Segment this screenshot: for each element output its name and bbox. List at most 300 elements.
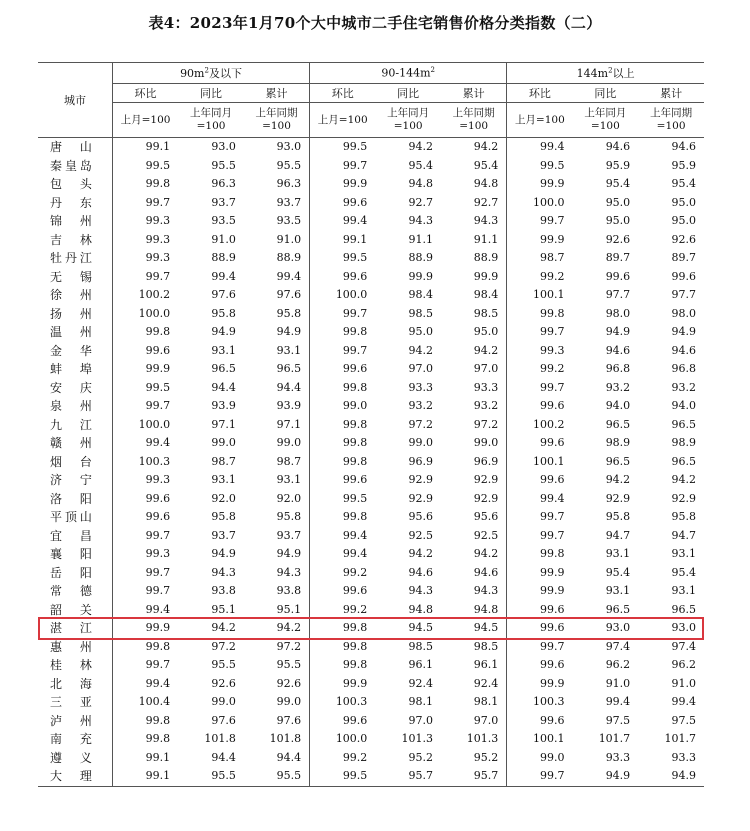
value-cell: 99.8	[507, 305, 573, 324]
value-cell: 99.7	[112, 656, 178, 675]
value-cell: 91.0	[276, 232, 302, 246]
value-cell: 95.0	[605, 214, 631, 228]
base-header-line: =100	[590, 120, 620, 132]
value-cell: 99.3	[112, 249, 178, 268]
base-header-line: =100	[196, 120, 226, 132]
value-cell: 98.7	[276, 454, 302, 468]
value-cell: 95.7	[375, 767, 441, 786]
value-cell: 100.0	[112, 305, 178, 324]
value-cell: 99.5	[112, 157, 178, 176]
city-cell: 常德	[50, 584, 92, 599]
table-row	[38, 508, 704, 527]
city-cell: 烟台	[50, 454, 92, 469]
value-cell: 95.8	[276, 306, 302, 320]
value-cell: 99.9	[310, 675, 376, 694]
table-row	[38, 194, 704, 213]
value-cell: 99.8	[112, 638, 178, 657]
value-cell: 100.1	[507, 730, 573, 749]
value-cell: 94.2	[671, 473, 696, 487]
value-cell: 94.7	[605, 528, 631, 542]
value-cell: 95.4	[671, 565, 696, 579]
table-row	[38, 471, 704, 490]
table-row	[38, 619, 704, 638]
value-cell: 98.5	[473, 306, 499, 320]
value-cell: 98.0	[605, 306, 631, 320]
city-cell: 三亚	[50, 695, 92, 710]
value-cell: 95.0	[473, 325, 499, 339]
value-cell: 98.9	[671, 436, 696, 450]
value-cell: 96.1	[473, 658, 499, 672]
base-header	[507, 103, 573, 138]
value-cell: 96.8	[671, 362, 696, 376]
city-cell: 桂林	[50, 658, 92, 673]
value-cell: 97.0	[473, 713, 499, 727]
value-cell: 99.6	[507, 619, 573, 638]
value-cell: 99.6	[310, 471, 376, 490]
base-header	[310, 103, 376, 138]
value-cell: 96.5	[605, 417, 631, 431]
value-cell: 99.7	[507, 767, 573, 786]
value-cell: 99.9	[112, 619, 178, 638]
value-cell: 101.7	[598, 732, 631, 746]
city-cell: 丹东	[50, 195, 92, 210]
value-cell: 99.4	[112, 601, 178, 620]
value-cell: 95.5	[211, 658, 236, 672]
value-cell: 94.9	[638, 767, 704, 786]
value-cell: 92.7	[473, 195, 499, 209]
value-cell: 96.3	[211, 177, 236, 191]
city-cell: 赣州	[50, 436, 92, 451]
value-cell: 99.6	[112, 342, 178, 361]
value-cell: 99.8	[310, 638, 376, 657]
value-cell: 99.7	[112, 527, 178, 546]
value-cell: 99.9	[112, 360, 178, 379]
base-header-line: =100	[393, 120, 423, 132]
value-cell: 93.7	[211, 195, 236, 209]
value-cell: 95.4	[473, 158, 499, 172]
value-cell: 96.9	[473, 454, 499, 468]
value-cell: 94.2	[408, 140, 434, 154]
value-cell: 95.4	[605, 565, 631, 579]
table-row	[38, 693, 704, 712]
value-cell: 93.1	[276, 343, 302, 357]
metric-header: 同比	[178, 84, 244, 103]
value-cell: 100.3	[112, 453, 178, 472]
value-cell: 99.5	[507, 157, 573, 176]
value-cell: 92.9	[473, 491, 499, 505]
value-cell: 94.4	[211, 750, 236, 764]
table-body	[38, 138, 704, 787]
value-cell: 92.0	[276, 491, 302, 505]
value-cell: 99.2	[310, 564, 376, 583]
table-row	[38, 212, 704, 231]
value-cell: 95.1	[276, 602, 302, 616]
page-title: 表4：2023年1月70个大中城市二手住宅销售价格分类指数（二）	[148, 14, 602, 32]
table-row	[38, 712, 704, 731]
value-cell: 93.5	[276, 214, 302, 228]
value-cell: 99.4	[112, 675, 178, 694]
city-cell: 唐山	[50, 140, 92, 155]
value-cell: 95.4	[605, 177, 631, 191]
value-cell: 100.0	[310, 286, 376, 305]
value-cell: 99.9	[507, 564, 573, 583]
value-cell: 97.1	[211, 417, 236, 431]
city-cell: 洛阳	[50, 491, 92, 506]
city-cell: 牡丹江	[50, 251, 92, 266]
value-cell: 99.1	[112, 767, 178, 786]
value-cell: 96.5	[276, 362, 302, 376]
table-row	[38, 453, 704, 472]
value-cell: 89.7	[671, 251, 696, 265]
table-row	[38, 749, 704, 768]
value-cell: 94.3	[408, 214, 434, 228]
value-cell: 94.6	[605, 343, 631, 357]
value-cell: 99.1	[112, 749, 178, 768]
value-cell: 93.1	[276, 473, 302, 487]
base-header-row	[38, 103, 704, 138]
value-cell: 92.9	[605, 491, 631, 505]
table-row	[38, 656, 704, 675]
base-header-line: 上月=100	[120, 113, 171, 126]
table-row	[38, 416, 704, 435]
value-cell: 99.7	[507, 638, 573, 657]
value-cell: 99.3	[112, 545, 178, 564]
value-cell: 99.6	[310, 360, 376, 379]
city-cell: 泉州	[50, 399, 92, 414]
value-cell: 94.9	[605, 325, 631, 339]
value-cell: 88.9	[211, 251, 236, 265]
value-cell: 99.7	[310, 342, 376, 361]
value-cell: 95.8	[276, 510, 302, 524]
city-cell: 济宁	[50, 473, 92, 488]
city-cell: 北海	[50, 676, 92, 691]
value-cell: 95.0	[671, 195, 696, 209]
value-cell: 96.5	[671, 454, 696, 468]
value-cell: 95.5	[244, 767, 310, 786]
base-header-line: 上年同月	[190, 107, 233, 119]
value-cell: 99.0	[310, 397, 376, 416]
value-cell: 101.8	[269, 732, 302, 746]
value-cell: 91.0	[211, 232, 236, 246]
value-cell: 99.7	[112, 397, 178, 416]
table-row	[38, 490, 704, 509]
value-cell: 94.2	[408, 547, 434, 561]
value-cell: 99.4	[310, 212, 376, 231]
value-cell: 94.6	[671, 343, 696, 357]
value-cell: 95.9	[605, 158, 631, 172]
value-cell: 94.9	[211, 547, 236, 561]
group-header-large: $144m^2$以上	[507, 63, 704, 84]
value-cell: 93.1	[211, 343, 236, 357]
value-cell: 99.4	[671, 695, 696, 709]
base-header	[375, 103, 441, 138]
value-cell: 99.0	[211, 695, 236, 709]
value-cell: 99.6	[507, 712, 573, 731]
value-cell: 96.8	[605, 362, 631, 376]
table-header	[38, 63, 704, 138]
value-cell: 99.2	[507, 360, 573, 379]
value-cell: 94.9	[572, 767, 638, 786]
value-cell: 95.4	[671, 177, 696, 191]
value-cell: 99.7	[310, 305, 376, 324]
value-cell: 97.2	[473, 417, 499, 431]
metric-header-row	[38, 84, 704, 103]
table-row	[38, 545, 704, 564]
value-cell: 99.8	[112, 323, 178, 342]
value-cell: 94.9	[276, 547, 302, 561]
city-cell: 安庆	[50, 380, 92, 395]
value-cell: 94.8	[473, 177, 499, 191]
table-row	[38, 730, 704, 749]
metric-header: 累计	[441, 84, 507, 103]
value-cell: 99.1	[310, 231, 376, 250]
value-cell: 93.3	[605, 750, 631, 764]
city-cell: 惠州	[50, 639, 92, 654]
city-cell: 徐州	[50, 288, 92, 303]
value-cell: 98.1	[408, 695, 434, 709]
metric-header: 环比	[507, 84, 573, 103]
value-cell: 94.6	[473, 565, 499, 579]
city-cell: 吉林	[50, 232, 92, 247]
city-cell: 宜昌	[50, 528, 92, 543]
table-row	[38, 323, 704, 342]
value-cell: 99.3	[507, 342, 573, 361]
value-cell: 99.6	[507, 601, 573, 620]
value-cell: 91.0	[605, 676, 631, 690]
value-cell: 99.7	[507, 379, 573, 398]
value-cell: 93.9	[276, 399, 302, 413]
value-cell: 94.2	[473, 343, 499, 357]
value-cell: 95.5	[211, 158, 236, 172]
value-cell: 99.2	[310, 749, 376, 768]
value-cell: 97.6	[211, 288, 236, 302]
value-cell: 99.7	[310, 157, 376, 176]
value-cell: 99.3	[112, 212, 178, 231]
value-cell: 96.5	[671, 602, 696, 616]
value-cell: 89.7	[605, 251, 631, 265]
value-cell: 99.4	[211, 269, 236, 283]
value-cell: 99.0	[408, 436, 434, 450]
base-header	[638, 103, 704, 138]
base-header-line: =100	[656, 120, 686, 132]
value-cell: 99.6	[507, 397, 573, 416]
value-cell: 99.4	[310, 545, 376, 564]
value-cell: 95.2	[473, 750, 499, 764]
value-cell: 93.0	[211, 140, 236, 154]
value-cell: 94.6	[671, 140, 696, 154]
value-cell: 99.4	[605, 695, 631, 709]
table-row	[38, 397, 704, 416]
value-cell: 99.2	[310, 601, 376, 620]
table-row	[38, 305, 704, 324]
value-cell: 94.2	[276, 621, 302, 635]
value-cell: 94.2	[408, 343, 434, 357]
city-cell: 平顶山	[50, 510, 92, 525]
metric-header: 环比	[112, 84, 178, 103]
value-cell: 99.6	[310, 582, 376, 601]
value-cell: 97.0	[408, 713, 434, 727]
value-cell: 92.0	[211, 491, 236, 505]
value-cell: 97.2	[211, 639, 236, 653]
value-cell: 99.1	[112, 138, 178, 157]
value-cell: 99.8	[310, 619, 376, 638]
base-header-line: 上年同月	[387, 107, 430, 119]
value-cell: 94.3	[276, 565, 302, 579]
table-row	[38, 527, 704, 546]
value-cell: 94.7	[671, 528, 696, 542]
value-cell: 99.9	[507, 582, 573, 601]
value-cell: 101.3	[466, 732, 499, 746]
value-cell: 88.9	[408, 251, 434, 265]
value-cell: 99.5	[310, 138, 376, 157]
value-cell: 97.6	[276, 288, 302, 302]
value-cell: 97.5	[671, 713, 696, 727]
value-cell: 92.5	[473, 528, 499, 542]
value-cell: 97.4	[605, 639, 631, 653]
value-cell: 100.2	[507, 416, 573, 435]
value-cell: 99.6	[310, 712, 376, 731]
value-cell: 92.4	[408, 676, 434, 690]
value-cell: 98.1	[473, 695, 499, 709]
value-cell: 95.8	[671, 510, 696, 524]
value-cell: 94.5	[408, 621, 434, 635]
base-header-line: 上月=100	[514, 113, 565, 126]
value-cell: 99.7	[507, 508, 573, 527]
table-row	[38, 360, 704, 379]
value-cell: 100.2	[112, 286, 178, 305]
value-cell: 97.2	[408, 417, 434, 431]
table-row	[38, 175, 704, 194]
value-cell: 98.4	[473, 288, 499, 302]
value-cell: 88.9	[276, 251, 302, 265]
value-cell: 96.5	[211, 362, 236, 376]
value-cell: 99.6	[671, 269, 696, 283]
base-header-line: 上月=100	[317, 113, 368, 126]
base-header-line: 上年同期	[452, 107, 495, 119]
value-cell: 99.8	[310, 508, 376, 527]
city-cell: 泸州	[50, 713, 92, 728]
value-cell: 94.4	[211, 380, 236, 394]
value-cell: 94.2	[605, 473, 631, 487]
value-cell: 94.3	[408, 584, 434, 598]
value-cell: 98.0	[671, 306, 696, 320]
value-cell: 94.9	[276, 325, 302, 339]
value-cell: 94.2	[211, 621, 236, 635]
value-cell: 93.7	[276, 528, 302, 542]
value-cell: 98.5	[408, 639, 434, 653]
value-cell: 99.7	[507, 323, 573, 342]
value-cell: 98.5	[408, 306, 434, 320]
value-cell: 99.8	[507, 545, 573, 564]
value-cell: 100.0	[310, 730, 376, 749]
base-header-line: =100	[262, 120, 291, 132]
value-cell: 95.8	[211, 510, 236, 524]
metric-header: 环比	[310, 84, 376, 103]
value-cell: 93.3	[671, 750, 696, 764]
value-cell: 93.0	[671, 621, 696, 635]
table-row	[38, 601, 704, 620]
value-cell: 100.0	[507, 194, 573, 213]
value-cell: 99.8	[112, 175, 178, 194]
value-cell: 95.4	[408, 158, 434, 172]
value-cell: 99.5	[310, 767, 376, 786]
value-cell: 99.9	[473, 269, 499, 283]
city-cell: 温州	[50, 325, 92, 340]
value-cell: 99.6	[112, 490, 178, 509]
value-cell: 93.2	[408, 399, 434, 413]
value-cell: 97.6	[211, 713, 236, 727]
value-cell: 93.8	[211, 584, 236, 598]
value-cell: 99.7	[112, 268, 178, 287]
table-row	[38, 249, 704, 268]
city-cell: 金华	[50, 343, 92, 358]
base-header-line: 上年同月	[584, 107, 627, 119]
value-cell: 93.3	[473, 380, 499, 394]
value-cell: 99.2	[507, 268, 573, 287]
value-cell: 96.5	[671, 417, 696, 431]
value-cell: 97.0	[473, 362, 499, 376]
table-row	[38, 434, 704, 453]
value-cell: 94.6	[605, 140, 631, 154]
value-cell: 96.1	[408, 658, 434, 672]
value-cell: 101.7	[664, 732, 696, 746]
table-row	[38, 138, 704, 157]
value-cell: 96.5	[605, 602, 631, 616]
value-cell: 99.6	[507, 434, 573, 453]
value-cell: 93.8	[276, 584, 302, 598]
value-cell: 98.9	[605, 436, 631, 450]
value-cell: 99.7	[112, 582, 178, 601]
value-cell: 93.1	[671, 547, 696, 561]
city-cell: 襄阳	[50, 547, 92, 562]
value-cell: 99.8	[310, 453, 376, 472]
price-index-table	[38, 62, 704, 787]
value-cell: 100.0	[112, 416, 178, 435]
value-cell: 100.3	[310, 693, 376, 712]
metric-header: 同比	[572, 84, 638, 103]
value-cell: 99.4	[310, 527, 376, 546]
base-header	[244, 103, 310, 138]
base-header	[178, 103, 244, 138]
base-header	[441, 103, 507, 138]
value-cell: 94.8	[408, 177, 434, 191]
table-row	[38, 342, 704, 361]
value-cell: 91.0	[671, 676, 696, 690]
value-cell: 95.7	[441, 767, 507, 786]
value-cell: 94.0	[605, 399, 631, 413]
value-cell: 99.8	[310, 323, 376, 342]
value-cell: 94.4	[276, 380, 302, 394]
value-cell: 94.8	[408, 602, 434, 616]
value-cell: 99.6	[112, 508, 178, 527]
value-cell: 95.9	[671, 158, 696, 172]
value-cell: 92.6	[671, 232, 696, 246]
city-cell: 扬州	[50, 306, 92, 321]
value-cell: 97.2	[276, 639, 302, 653]
value-cell: 93.3	[408, 380, 434, 394]
value-cell: 101.3	[401, 732, 434, 746]
value-cell: 99.8	[112, 730, 178, 749]
value-cell: 92.5	[408, 528, 434, 542]
value-cell: 97.7	[671, 288, 696, 302]
value-cell: 97.1	[276, 417, 302, 431]
value-cell: 95.6	[473, 510, 499, 524]
value-cell: 95.6	[408, 510, 434, 524]
value-cell: 95.5	[178, 767, 244, 786]
value-cell: 95.1	[211, 602, 236, 616]
value-cell: 94.6	[408, 565, 434, 579]
value-cell: 99.5	[112, 379, 178, 398]
